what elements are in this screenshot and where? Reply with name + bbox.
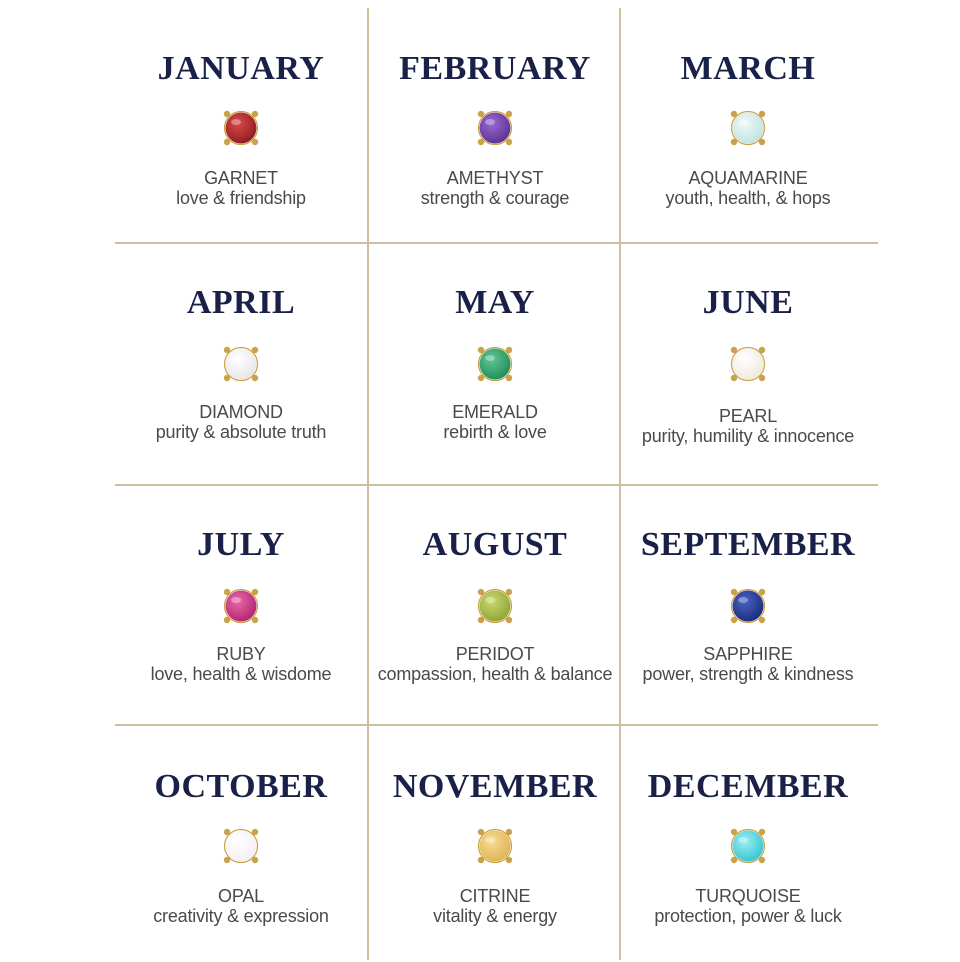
gemstone-icon xyxy=(475,586,515,626)
gem xyxy=(226,591,257,622)
gem xyxy=(480,349,511,380)
gemstone-icon xyxy=(221,826,261,866)
month-title: SEPTEMBER xyxy=(640,526,856,563)
gem-shine xyxy=(738,119,748,125)
birthstone-card-july xyxy=(115,486,367,722)
stone-meaning: compassion, health & balance xyxy=(377,664,613,684)
gem-shine xyxy=(485,119,495,125)
gemstone-icon xyxy=(475,108,515,148)
gem-shine xyxy=(231,837,241,843)
birthstone-card-december xyxy=(622,726,874,962)
gem xyxy=(733,591,764,622)
stone-name: OPAL xyxy=(218,886,264,906)
gem-shine xyxy=(485,355,495,361)
stone-meaning: purity, humility & innocence xyxy=(641,426,855,446)
month-title: NOVEMBER xyxy=(392,768,598,805)
birthstone-card-june xyxy=(622,244,874,480)
stone-name: PERIDOT xyxy=(455,644,535,664)
birthstone-card-may xyxy=(369,244,621,480)
stone-name: AMETHYST xyxy=(446,168,544,188)
stone-name: RUBY xyxy=(216,644,266,664)
stone-meaning: power, strength & kindness xyxy=(642,664,854,684)
month-title: MARCH xyxy=(680,50,816,87)
gem-shine xyxy=(485,597,495,603)
stone-meaning: creativity & expression xyxy=(153,906,329,926)
birthstone-card-august xyxy=(369,486,621,722)
gemstone-icon xyxy=(221,344,261,384)
month-title: AUGUST xyxy=(422,526,568,563)
gem-shine xyxy=(231,355,241,361)
stone-name: PEARL xyxy=(718,406,778,426)
month-title: JANUARY xyxy=(157,50,325,87)
stone-meaning: love, health & wisdome xyxy=(150,664,332,684)
stone-name: DIAMOND xyxy=(199,402,283,422)
gemstone-icon xyxy=(728,344,768,384)
gemstone-icon xyxy=(728,108,768,148)
stone-name: TURQUOISE xyxy=(695,886,801,906)
gem xyxy=(480,113,511,144)
gem xyxy=(226,831,257,862)
stone-name: SAPPHIRE xyxy=(703,644,793,664)
birthstone-card-february xyxy=(369,8,621,244)
stone-meaning: strength & courage xyxy=(420,188,570,208)
gem xyxy=(226,113,257,144)
gemstone-icon xyxy=(221,108,261,148)
gem-shine xyxy=(485,837,495,843)
gemstone-icon xyxy=(475,826,515,866)
stone-meaning: youth, health, & hops xyxy=(665,188,831,208)
stone-name: GARNET xyxy=(204,168,278,188)
birthstone-card-september xyxy=(622,486,874,722)
birthstone-card-november xyxy=(369,726,621,962)
month-title: JUNE xyxy=(702,284,794,321)
birthstone-card-march xyxy=(622,8,874,244)
month-title: FEBRUARY xyxy=(399,50,591,87)
month-title: APRIL xyxy=(186,284,296,321)
month-title: JULY xyxy=(197,526,285,563)
month-title: DECEMBER xyxy=(647,768,849,805)
stone-name: CITRINE xyxy=(459,886,531,906)
gemstone-icon xyxy=(728,826,768,866)
stone-meaning: protection, power & luck xyxy=(654,906,842,926)
gem xyxy=(733,349,764,380)
gem-shine xyxy=(231,597,241,603)
stone-name: EMERALD xyxy=(452,402,538,422)
gemstone-icon xyxy=(221,586,261,626)
gem xyxy=(480,831,511,862)
gem xyxy=(733,113,764,144)
gemstone-icon xyxy=(728,586,768,626)
birthstone-card-january xyxy=(115,8,367,244)
stone-meaning: vitality & energy xyxy=(433,906,557,926)
month-title: MAY xyxy=(455,284,535,321)
month-title: OCTOBER xyxy=(154,768,328,805)
gem xyxy=(226,349,257,380)
stone-meaning: love & friendship xyxy=(176,188,306,208)
gem xyxy=(480,591,511,622)
gem xyxy=(733,831,764,862)
birthstone-card-october xyxy=(115,726,367,962)
gem-shine xyxy=(738,355,748,361)
stone-meaning: purity & absolute truth xyxy=(155,422,327,442)
gem-shine xyxy=(738,597,748,603)
stone-name: AQUAMARINE xyxy=(688,168,808,188)
stone-meaning: rebirth & love xyxy=(443,422,547,442)
gemstone-icon xyxy=(475,344,515,384)
birthstone-card-april xyxy=(115,244,367,480)
gem-shine xyxy=(738,837,748,843)
gem-shine xyxy=(231,119,241,125)
